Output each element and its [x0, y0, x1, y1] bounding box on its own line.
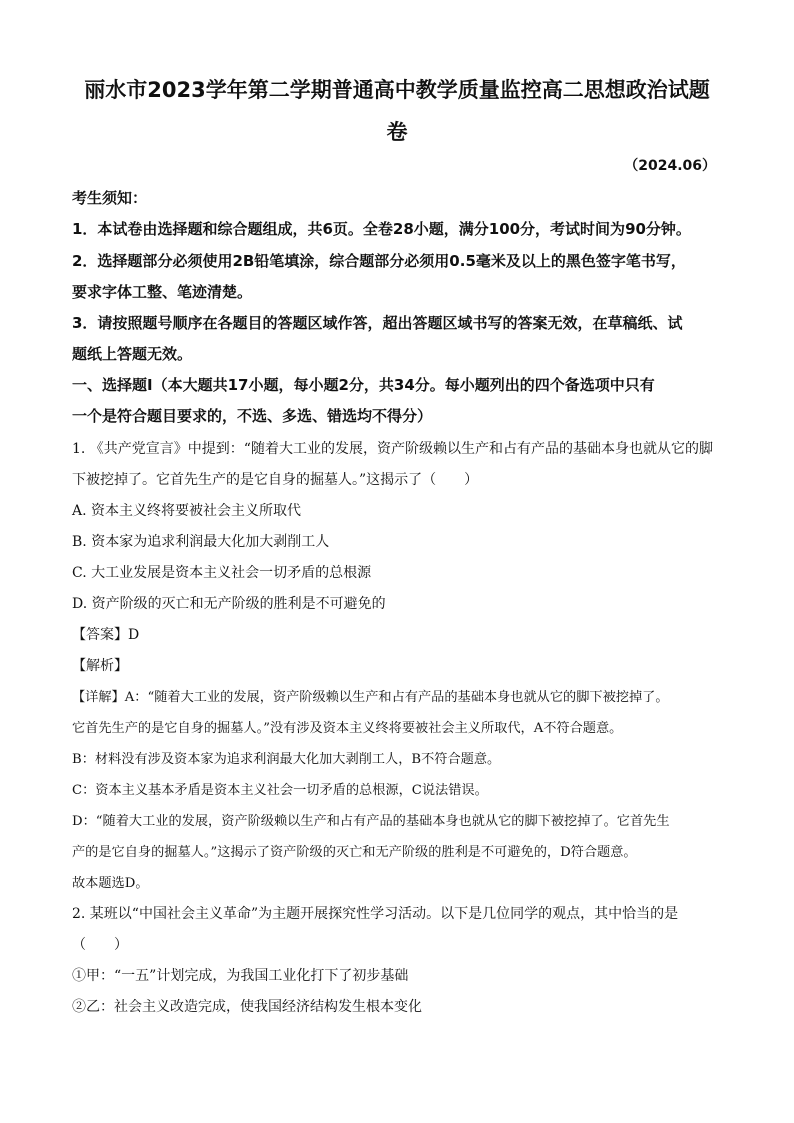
q1-stem-line-2: 下被挖掉了。它首先生产的是它自身的掘墓人。”这揭示了（ ）: [72, 472, 479, 488]
q1-option-d: D. 资产阶级的灭亡和无产阶级的胜利是不可避免的: [72, 596, 386, 612]
q1-detail-line-3: B：材料没有涉及资本家为追求利润最大化加大剥削工人，B不符合题意。: [72, 752, 501, 767]
q1-stem-line-1: 1. 《共产党宣言》中提到：“随着大工业的发展，资产阶级赖以生产和占有产品的基础本身也就从它的脚: [72, 441, 713, 457]
document-title-line-2: 卷: [386, 120, 408, 144]
q1-detail-line-4: C：资本主义基本矛盾是资本主义社会一切矛盾的总根源，C说法错误。: [72, 783, 488, 798]
notice-item-2-line-2: 要求字体工整、笔迹清楚。: [72, 283, 253, 301]
section-1-heading-line-2: 一个是符合题目要求的，不选、多选、错选均不得分）: [72, 407, 433, 425]
notice-item-3-line-2: 题纸上答题无效。: [72, 345, 193, 363]
q2-item-2: ②乙：社会主义改造完成，使我国经济结构发生根本变化: [72, 999, 422, 1015]
q2-stem-line-1: 2. 某班以“中国社会主义革命”为主题开展探究性学习活动。以下是几位同学的观点，其中恰当的是: [72, 906, 679, 922]
notice-heading: 考生须知：: [72, 189, 148, 207]
document-title-line-1: 丽水市2023学年第二学期普通高中教学质量监控高二思想政治试题: [84, 78, 710, 102]
notice-item-2-line-1: 2．选择题部分必须使用2B铅笔填涂，综合题部分必须用0.5毫米及以上的黑色签字笔书写，: [72, 252, 686, 270]
q2-stem-line-2: （ ）: [72, 937, 128, 953]
q2-item-1: ①甲：“一五”计划完成，为我国工业化打下了初步基础: [72, 968, 409, 984]
q1-analysis-label: 【解析】: [72, 658, 128, 674]
q1-answer: 【答案】D: [72, 627, 140, 643]
q1-detail-line-7: 故本题选D。: [72, 876, 149, 891]
exam-date: （2024.06）: [624, 158, 716, 174]
section-1-heading-line-1: 一、选择题Ⅰ（本大题共17小题，每小题2分，共34分。每小题列出的四个备选项中只有: [72, 376, 655, 394]
notice-item-1: 1．本试卷由选择题和综合题组成，共6页。全卷28小题，满分100分，考试时间为90分钟。: [72, 220, 691, 238]
q1-option-a: A. 资本主义终将要被社会主义所取代: [72, 503, 302, 519]
q1-option-c: C. 大工业发展是资本主义社会一切矛盾的总根源: [72, 565, 372, 581]
notice-item-3-line-1: 3．请按照题号顺序在各题目的答题区域作答，超出答题区域书写的答案无效，在草稿纸、试: [72, 314, 683, 332]
q1-detail-line-1: 【详解】A：“随着大工业的发展，资产阶级赖以生产和占有产品的基础本身也就从它的脚下被挖掉了。: [72, 690, 669, 705]
q1-detail-line-5: D：“随着大工业的发展，资产阶级赖以生产和占有产品的基础本身也就从它的脚下被挖掉了。它首先生: [72, 814, 670, 829]
q1-option-b: B. 资本家为追求利润最大化加大剥削工人: [72, 534, 330, 550]
q1-detail-line-2: 它首先生产的是它自身的掘墓人。”没有涉及资本主义终将要被社会主义所取代，A不符合题意。: [72, 721, 623, 736]
q1-detail-line-6: 产的是它自身的掘墓人。”这揭示了资产阶级的灭亡和无产阶级的胜利是不可避免的，D符合题意。: [72, 845, 637, 860]
